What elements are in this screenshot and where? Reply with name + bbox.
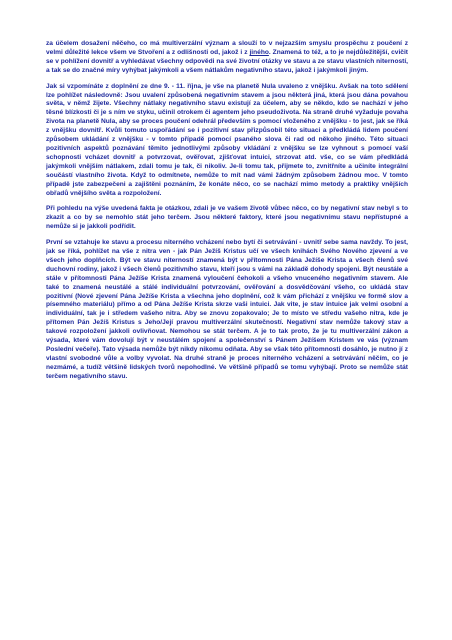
paragraph-2: Jak si vzpomínáte z doplnění ze dne 9. - 11. října, je vše na planetě Nula uvaleno z vnějšku. Avšak na toto sdělení lze pohlížet následovně: Jsou uvalení způsobená negativním stavem a jsou některá jiná, která jsou dána povahou světa, v němž žijete. Všechny nátlaky negativního stavu existují za účelem, aby se někdo, kdo se nachází v jeho těsné blízkosti či je s ním ve styku, učinil otrokem či agentem jeho pseudoživota. Na straně druhé vyžaduje povaha života na planetě Nula, aby se proces poučení odehrál především s pomocí vloženého z vnějšku - to jest, jak se říká z vnějšku dovnitř. Kvůli tomuto uspořádání se i pozitivní stav přizpůsobil této situaci a předkládá lidem poučení způsobem ukládání z vnějšku - v tomto případě pomocí psaného slova či rad od někoho jiného. Této situaci pozitivních aspektů poznávání těmito jednotlivými způsoby vkládání z vnějšku se lze vyhnout s pomocí vaší schopnosti vcházet dovnitř a potvrzovat, ověřovat, zjišťovat intuici, strzovat atd. vše, co se vám předkládá jakýmkoli vnějším nátlakem, zdali tomu je tak, či nikoliv. Je-li tomu tak, přijmete to, zvnitřníte a učiníte integrální součástí vlastního života. Když to odmítnete, nemůže to mít nad vámi žádným způsobem žádnou moc. V tomto případě jste zabezpečeni a zajištěni poznáním, že konáte něco, co se nachází mimo metody a praktiky vnějších obřadů vnějšího světa a rozpoložení. [46, 82, 408, 197]
document-page [46, 40, 408, 600]
paragraph-1-text-end: . Znamená to též, a to je nejdůležitější, cvičit se v pohlížení dovnitř a vyhledávat všechny odpovědi na své životní otázky ve stavu a ze stavu vlastních niterností, a tak se do značné míry vyhýbat jakýmkoli a všem nátlakům negativního stavu, jakož i jakýmkoli jiným. [46, 48, 408, 74]
paragraph-1 [46, 40, 408, 76]
paragraph-3: Při pohledu na výše uvedená fakta je otázkou, zdali je ve vašem životě vůbec něco, co by negativní stav nebyl s to zkazit a co by se nemohlo stát jeho terčem. Jsou některé faktory, které jsou negativnímu stavu nepřístupné a nemůže si je jakkoli podřídit. [46, 205, 408, 231]
underlined-word-link[interactable]: jiného [249, 48, 269, 56]
paragraph-1-text-start: za účelem dosažení něčeho, co má multiverzální význam a slouží to v nejzazším smyslu prospěchu z poučení z velmi důležité lekce všem ve Stvoření a z odlišnosti od, jakož i z [46, 40, 408, 56]
paragraph-4: První se vztahuje ke stavu a procesu niterného vcházení nebo bytí či setrvávání - uvnitř sebe sama navždy. To jest, jak se říká, pohlížet na vše z nitra ven - jak Pán Ježíš Kristus učí ve všech knihách Svého Nového zjevení a ve všech jeho doplňcích. Být ve stavu niterností znamená být v přítomnosti Pána Ježíše Krista a všech členů své duchovní rodiny, jakož i všech členů pozitivního stavu, kteří jsou s vámi na základě dohody spojeni. Být neustále a stále v přítomnosti Pána Ježíše Krista znamená vyloučení čehokoli a všeho vnuceného negativním stavem. Ale také to znamená neustálé a stálé individuální potvrzování, ověřování a dosvědčování všeho, co ukládá stav pozitivní (Nové zjevení Pána Ježíše Krista a všechna jeho doplnění, což k vám přichází z vnějšku ve formě slov a písemného materiálu) přímo a od Pána Ježíše Krista skrze vaši intuici. Jak vite, je stav intuice jak velmi osobní a individuální, tak je i středem vašeho nitra. Aby se znovu zopakovalo; Je to místo ve středu vašeho nitra, kde je přítomen Pán Ježíš Kristus s Jeho/Její pravou multiverzální skutečností. Negativní stav nemůže takový stav a takové rozpoložení jakkoli ovlivňovat. Nemohou se stát terčem. A je to tak proto, že je tu multiverzální zákon a výsada, které vám dovolují být v neustálém spojení a společenství s Pánem Ježíšem Kristem ve vás (význam Poslední večeře). Tato výsada nemůže být nikdy nikomu odňata. Aby se však této přítomnosti dosáhlo, je nutno jí z vlastní svobodné vůle a volby vyvolat. Na druhé straně je proces niterného vcházení a setrvávání něčím, co je nezmámé, a tudíž většině lidských tvorů nepohodlné. Ve většině případů se tomu vyhýbají. Proto se nemůže stát terčem negativního stavu. [46, 239, 408, 380]
